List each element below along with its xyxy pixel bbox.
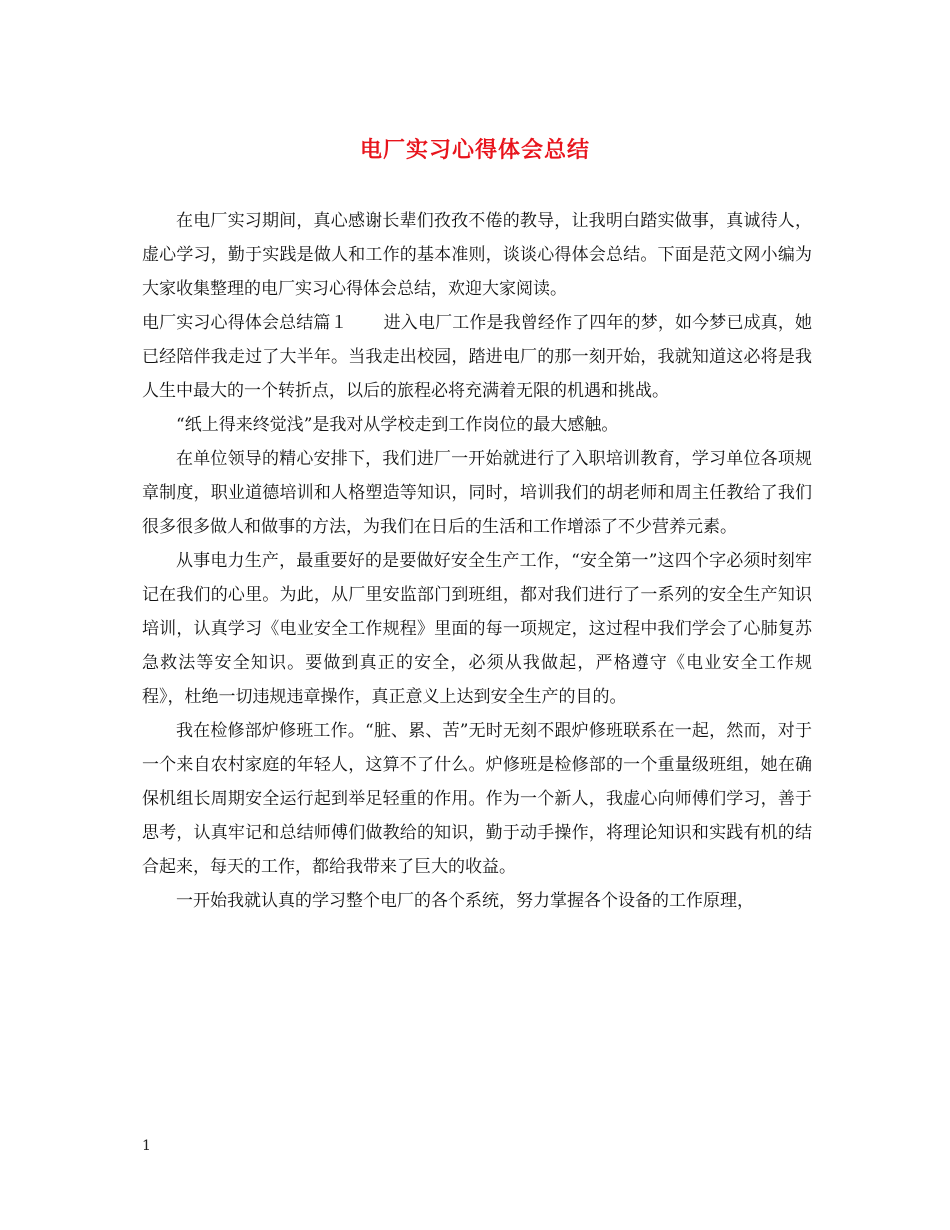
document-body [142,204,812,918]
body-paragraph: 一开始我就认真的学习整个电厂的各个系统，努力掌握各个设备的工作原理， [176,891,754,911]
page-number: 1 [142,1138,151,1154]
body-paragraph: “纸上得来终觉浅”是我对从学校走到工作岗位的最大感触。 [176,415,619,435]
document-title: 电厂实习心得体会总结 [359,137,590,163]
section-paragraph [142,306,812,408]
body-paragraph: 我在检修部炉修班工作。“脏、累、苦”无时无刻不跟炉修班联系在一起，然而，对于一个来自农村家庭的年轻人，这算不了什么。炉修班是检修部的一个重量级班组，她在确保机组长周期安全运行起到举足轻重的作用。作为一个新人，我虚心向师傅们学习，善于思考，认真牢记和总结师傅们做教给的知识，勤于动手操作，将理论知识和实践有机的结合起来，每天的工作，都给我带来了巨大的收益。 [142,721,812,877]
body-paragraph: 从事电力生产，最重要好的是要做好安全生产工作，“安全第一”这四个字必须时刻牢记在我们的心里。为此，从厂里安监部门到班组，都对我们进行了一系列的安全生产知识培训，认真学习《电业安全工作规程》里面的每一项规定，这过程中我们学会了心肺复苏急救法等安全知识。要做到真正的安全，必须从我做起，严格遵守《电业安全工作规程》，杜绝一切违规违章操作，真正意义上达到安全生产的目的。 [142,551,812,707]
intro-paragraph: 在电厂实习期间，真心感谢长辈们孜孜不倦的教导，让我明白踏实做事，真诚待人，虚心学习，勤于实践是做人和工作的基本准则，谈谈心得体会总结。下面是范文网小编为大家收集整理的电厂实习心得体会总结，欢迎大家阅读。 [142,211,812,299]
section-first-paragraph: 进入电厂工作是我曾经作了四年的梦，如今梦已成真，她已经陪伴我走过了大半年。当我走出校园，踏进电厂的那一刻开始，我就知道这必将是我人生中最大的一个转折点，以后的旅程必将充满着无限的机遇和挑战。 [142,313,813,401]
body-paragraph: 在单位领导的精心安排下，我们进厂一开始就进行了入职培训教育，学习单位各项规章制度，职业道德培训和人格塑造等知识，同时，培训我们的胡老师和周主任教给了我们很多很多做人和做事的方法，为我们在日后的生活和工作增添了不少营养元素。 [142,449,812,537]
section-heading: 电厂实习心得体会总结篇１ [142,313,348,333]
